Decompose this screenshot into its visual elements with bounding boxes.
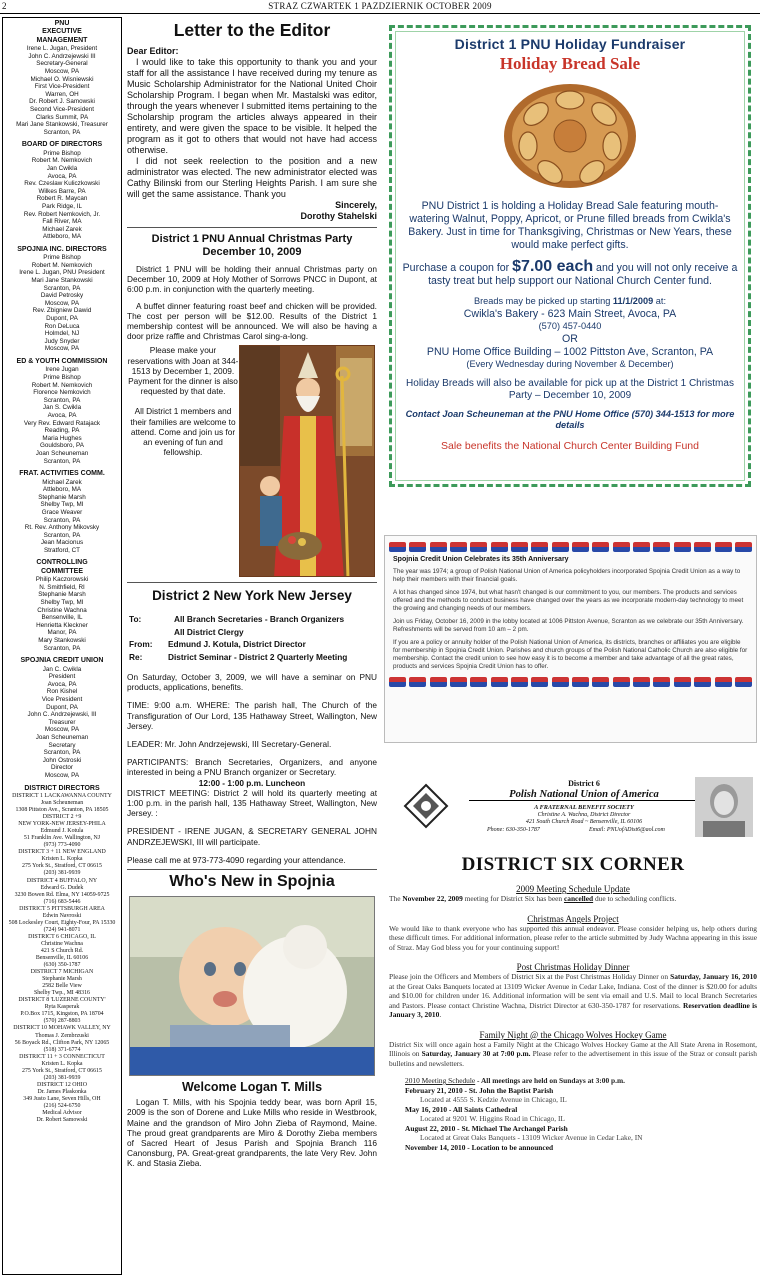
directory-line: 1308 Pittston Ave., Scranton, PA 18505 <box>15 807 109 814</box>
divider <box>127 227 377 228</box>
directory-line: Edwin Navroski <box>42 912 82 919</box>
directory-line: DISTRICT 1 LACKAWANNA COUNTY <box>12 792 112 799</box>
section-title: Family Night @ the Chicago Wolves Hockey Game <box>479 1029 667 1040</box>
memo-re: District Seminar - District 2 Quarterly Meeting <box>168 651 348 662</box>
directory-line: Scranton, PA <box>43 516 81 524</box>
directory-line: Shelby Twp, MI <box>40 599 84 607</box>
directory-line: Judy Snyder <box>44 337 80 345</box>
directory-line: (518) 371-6774 <box>43 1046 81 1053</box>
bread-description: PNU District 1 is holding a Holiday Bread Sale featuring mouth-watering Walnut, Poppy, Apricot, or Prune filled breads from Cwikla's Bakery. Just in time for Thanksgiving, Christmas or New Years, these would make perfect gifts. <box>408 200 732 251</box>
directory-line: Director <box>50 764 74 772</box>
directory-line: Michael Zarek <box>42 478 82 486</box>
directory-line: 2582 Belle View <box>42 983 82 990</box>
party-title: District 1 PNU Annual Christmas Party <box>151 233 353 245</box>
frat-list <box>3 479 121 555</box>
directory-line: DISTRICT 7 MICHIGAN <box>30 969 94 976</box>
directory-line: DISTRICT 11 + 3 CONNECTICUT <box>19 1053 105 1060</box>
directory-line: Jean Macionus <box>40 539 84 547</box>
directory-line: John C. Andrzejewski, III <box>27 711 97 719</box>
ny-paragraph: On Saturday, October 3, 2009, we will have a seminar on PNU products, applications, benefits. <box>127 672 377 693</box>
directory-line: DISTRICT 6 CHICAGO, IL <box>28 933 96 940</box>
directory-line: Secretary <box>48 741 76 749</box>
directory-line: Robert M. Nemkovich <box>31 381 93 389</box>
newspaper-title: STRAZ CZWARTEK 1 PAZDZIERNIK OCTOBER 2009 <box>268 1 492 11</box>
baby-photo <box>129 896 375 1076</box>
party-paragraph: District 1 PNU will be holding their annual Christmas party on December 10, 2009 at Holy Mother of Sorrows PNCC in Dupont, at 6:00 p.m. in conjunction with the quarterly meeting. <box>127 264 377 295</box>
directory-line: Dr. Robert J. Samowski <box>29 98 95 106</box>
party-reservation-text: Please make your reservations with Joan at 344-1513 by December 1, 2009. Payment for the dinner is also requested by that date. <box>127 345 239 397</box>
directory-line: Moscow, PA <box>44 771 80 779</box>
directory-line: Jan C. Cwikla <box>42 665 82 673</box>
welcome-title: Welcome Logan T. Mills <box>181 1080 323 1095</box>
right-column <box>383 17 758 1275</box>
bread-title: District 1 PNU Holiday Fundraiser <box>454 36 686 52</box>
directory-line: Robert R. Maycan <box>36 195 88 203</box>
directory-line: Bensenville, IL <box>41 614 83 622</box>
ny-paragraph: Please call me at 973-773-4090 regarding your attendance. <box>127 854 346 865</box>
frat-title: FRAT. ACTIVITIES COMM. <box>19 470 105 478</box>
meeting-schedule: 2010 Meeting Schedule - All meetings are held on Sundays at 3:00 p.m. February 21, 2010 - St. John the Baptist Parish Located at 4555 S. Kedzie Avenue in Chicago, IL May 16, 2010 - All Saints Cathedral Located at 9201 W. Higgins Road in Chicago, IL August 22, 2010 - St. Michael The Archangel Parish Located at Great Oaks Banquets - 13109 Wicker Avenue in Cedar Lake, IN November 14, 2010 - Location to be announced <box>405 1076 757 1152</box>
directory-line: Dupont, PA <box>46 315 78 323</box>
directory-line: (203) 381-9939 <box>43 870 81 877</box>
directory-line: Michael O. Wisniewski <box>30 75 94 83</box>
directory-line: Ryta Kasperak <box>44 1004 80 1011</box>
directory-line: NEW YORK-NEW JERSEY-PHILA <box>18 821 106 828</box>
bread-wreath-image <box>500 80 640 192</box>
directory-line: Stephanie Marsh <box>38 591 86 599</box>
credit-union-list <box>3 666 121 780</box>
directory-line: Mary Stankowski <box>38 637 86 645</box>
directory-line: Florence Nemkovich <box>33 389 91 397</box>
schedule-location: Located at 9201 W. Higgins Road in Chicago, IL <box>420 1114 565 1123</box>
district-directors-title: DISTRICT DIRECTORS <box>24 784 100 792</box>
directory-line: Grace Weaver <box>41 508 83 516</box>
schedule-item: August 22, 2010 - St. Michael The Archangel Parish <box>405 1123 568 1133</box>
page-number: 2 <box>2 1 7 11</box>
youth-list <box>3 366 121 465</box>
letter-signature: Dorothy Stahelski <box>300 211 377 221</box>
letter-paragraph: I did not seek reelection to the position and a new administrator was elected. The new administrator elected was Cathy Bilinski from our Sterling Heights Parish. I am sure she will get the same assistance. Thank you <box>127 156 377 199</box>
directory-line: Ron DeLuca <box>44 322 80 330</box>
directory-line: Manor, PA <box>47 629 77 637</box>
schedule-title: 2010 Meeting Schedule <box>405 1076 476 1085</box>
youth-title: ED & YOUTH COMMISSION <box>16 358 108 365</box>
ny-paragraph: LEADER: Mr. John Andrzejewski, III Secretary-General. <box>127 739 332 750</box>
ny-memo-header <box>127 612 349 664</box>
directory-line: Fall River, MA <box>42 218 82 226</box>
letter-closing: Sincerely, <box>335 200 377 210</box>
credit-union-ad <box>384 535 757 743</box>
directory-line: (570) 287-8803 <box>43 1018 81 1025</box>
directory-line: Scranton, PA <box>43 128 81 136</box>
memo-to: All Branch Secretaries - Branch Organizers <box>174 614 345 625</box>
memo-to-label: To: <box>129 614 142 625</box>
memo-to: All District Clergy <box>174 626 244 637</box>
directory-line: DISTRICT 5 PITTSBURGH AREA <box>19 905 105 912</box>
directory-line: (724) 941-8071 <box>43 926 81 933</box>
bread-pickup: Breads may be picked up starting 11/1/2009 at: <box>473 296 667 306</box>
bread-location-1: Cwikla's Bakery - 623 Main Street, Avoca, PA <box>463 308 677 321</box>
directory-line: 421 S Church Rd. <box>40 947 84 954</box>
credit-union-paragraph: A lot has changed since 1974, but what hasn't changed is our commitment to you, our members. The products and services offered and the methods to conduct business have changed over the years as we incorporate modern-day technology to meet the growing and changing needs of our members. <box>393 589 744 612</box>
director-photo <box>695 777 753 837</box>
directory-line: Moscow, PA <box>44 68 80 75</box>
spojnia-title: SPOJNIA INC. DIRECTORS <box>17 245 107 253</box>
directory-line: Mari Jane Stankowski, Treasurer <box>16 121 108 129</box>
directory-line: Scranton, PA <box>43 644 81 652</box>
directory-line: Edward G. Dudek <box>40 884 84 891</box>
controlling-title: CONTROLLING COMMITTEE <box>36 559 88 575</box>
directory-line: Joan Scheuneman <box>40 799 84 806</box>
directory-line: Irene L. Jugan, President <box>26 45 98 53</box>
section-text: The November 22, 2009 meeting for District Six has been cancelled due to scheduling conflicts. <box>389 894 677 903</box>
district-six-corner-title: DISTRICT SIX CORNER <box>461 854 685 875</box>
directory-line: 349 Justo Lane, Seven Hills, OH <box>23 1095 101 1102</box>
directory-line: Irene L. Jugan, PNU President <box>19 269 105 277</box>
directory-line: Stratford, CT <box>43 546 81 554</box>
directory-line: (973) 773-4090 <box>43 842 81 849</box>
director-email: Email: PNUofADist6@aol.com <box>589 827 665 833</box>
directory-line: 56 Boyack Rd., Clifton Park, NY 12065 <box>14 1039 110 1046</box>
directory-line: John Ostroski <box>42 756 82 764</box>
bread-location-2: PNU Home Office Building – 1002 Pittston Ave, Scranton, PA <box>426 345 714 358</box>
section-text: Please join the Officers and Members of District Six at the Post Christmas Holiday Dinner on Saturday, January 16, 2010 at the Great Oaks Banquets located at 13109 Wicker Avenue in Cedar Lake, Indiana. Cost of the dinner is $20.00 for adults and $10.00 for children under 16. Additional information will be sent via email and U.S. Mail to local Branch Secretaries and Pastors. Please contact Christine Wachna, District Director at 630-350-1787 for reservations. Reservation deadline is January 3, 2010. <box>389 972 757 1019</box>
directory-line: First Vice-President <box>34 83 90 91</box>
directory-line: Treasurer <box>48 718 76 726</box>
memo-from-label: From: <box>129 639 153 650</box>
directory-line: Kristen L. Kopka <box>41 1060 83 1067</box>
directory-line: Avoca, PA <box>47 411 77 419</box>
directory-line: Vice President <box>41 696 83 703</box>
directory-line: Christine Wachna <box>37 606 87 614</box>
credit-union-paragraph: The year was 1974; a group of Polish National Union of America policyholders incorporated Spojnia Credit Union as a way to help their members with their financial goals. <box>393 568 741 583</box>
ny-paragraph: DISTRICT MEETING: District 2 will hold its quarterly meeting at 1:00 p.m. in the parish hall, 135 Hathaway Street, Wallington, New Jersey. : <box>127 787 377 819</box>
directory-line: (630) 350-1787 <box>43 962 81 969</box>
directory-line: DISTRICT 2 +9 <box>42 814 82 821</box>
directory-line: Rev. Czeslaw Kuliczkowski <box>24 180 100 188</box>
directory-line: Jan S. Cwikla <box>42 404 82 412</box>
directory-line: Stephanie Marsh <box>42 976 82 983</box>
bread-location-1-phone: (570) 457-0440 <box>538 321 602 332</box>
party-side-block <box>127 345 377 577</box>
bread-fund-note: Sale benefits the National Church Center Building Fund <box>441 439 699 452</box>
flag-border-top <box>389 540 752 554</box>
directory-line: Gouldsboro, PA <box>40 442 84 450</box>
directory-line: Maria Hughes <box>42 434 82 442</box>
bread-contact: Contact Joan Scheuneman at the PNU Home Office (570) 344-1513 for more details <box>405 409 735 431</box>
directory-line: DISTRICT 12 OHIO <box>37 1081 87 1088</box>
directory-line: Wilkes Barre, PA <box>38 187 86 195</box>
directory-line: Ron Kishel <box>46 688 78 696</box>
credit-union-title: Spojnia Credit Union Celebrates its 35th Anniversary <box>393 556 569 563</box>
directory-line: Robert M. Nemkovich <box>31 157 93 165</box>
schedule-item: May 16, 2010 - All Saints Cathedral <box>405 1104 518 1114</box>
flag-border-bottom <box>389 675 752 689</box>
directory-line: Second Vice-President <box>30 105 94 113</box>
directory-line: 508 Lockesley Court, Eighty-Four, PA 15330 <box>8 919 116 926</box>
ny-title: District 2 New York New Jersey <box>152 588 352 604</box>
letter-title: Letter to the Editor <box>173 20 331 40</box>
directory-line: Shelby Twp., MI 48316 <box>34 990 90 997</box>
letter-greeting: Dear Editor: <box>127 46 179 56</box>
bread-subtitle: Holiday Bread Sale <box>499 54 641 73</box>
directory-line: N. Smithfield, RI <box>39 583 85 591</box>
directory-line: John C. Andrzejewski III <box>28 52 96 60</box>
directory-line: Scranton, PA <box>43 749 81 757</box>
directory-line: 275 York St., Stratford, CT 06615 <box>22 863 102 870</box>
directory-line: Dupont, PA <box>46 703 78 711</box>
directory-line: (203) 381-9939 <box>43 1074 81 1081</box>
directory-line: Henrietta Kleckner <box>36 621 88 629</box>
divider <box>127 869 377 870</box>
directory-line: Robert M. Nemkovich <box>31 261 93 269</box>
directory-line: Park Ridge, IL <box>42 202 82 210</box>
party-side-text <box>127 345 239 457</box>
bread-sale-ad <box>389 25 751 487</box>
memo-re-label: Re: <box>129 651 143 662</box>
director-info: Christine A. Wachna, District Director 421 South Church Road ~ Bensenville, IL 60106 <box>525 812 643 825</box>
ny-paragraph: TIME: 9:00 a.m. WHERE: The parish hall, The Church of the Transfiguration of Our Lord, 135 Hathaway Street, Wallington, New Jersey. <box>127 700 377 731</box>
directory-line: Irene Jugan <box>45 366 79 374</box>
letter-body <box>127 46 377 222</box>
directory-line: Avoca, PA <box>47 172 77 180</box>
section-text: District Six will once again host a Family Night at the Chicago Wolves Hockey Game at the All State Arena in Rosemont, Illinois on Saturday, January 30 at 7:00 p.m. Please refer to the advertisement in this issue of the Straz or consult parish bulletins and newsletters. <box>389 1039 757 1068</box>
directory-line: Philip Kaczorowski <box>35 576 89 584</box>
directory-line: Medical Advisor <box>42 1110 82 1117</box>
party-date: December 10, 2009 <box>202 246 302 258</box>
directory-line: DISTRICT 8 'LUZERNE COUNTY' <box>18 997 106 1004</box>
directory-line: Moscow, PA <box>44 345 80 353</box>
ny-luncheon: 12:00 - 1:00 p.m. Luncheon <box>198 777 306 788</box>
ny-paragraph: PRESIDENT - IRENE JUGAN, & SECRETARY GENERAL JOHN ANDRZEJEWSKI, III will participate. <box>127 826 377 847</box>
page-header <box>0 0 760 14</box>
directory-line: Rev. Robert Nemkovich, Jr. <box>23 210 101 218</box>
directory-line: Prime Bishop <box>43 374 81 381</box>
directory-line: Scranton, PA <box>43 531 81 539</box>
middle-column <box>127 17 377 1275</box>
controlling-list <box>3 576 121 652</box>
credit-union-paragraph: If you are a policy or annuity holder of the Polish National Union of America, its districts, branches or affiliates you are eligible for membership in Spojnia Credit Union. Parishes and church groups of the Polish National Catholic Church are also eligible for membership. Contact the credit union to see how easy it is to become a member and take advantage of all the great rates, products and services Spojnia Credit Union has to offer. <box>393 639 748 670</box>
directory-line: Moscow, PA <box>44 726 80 734</box>
directory-line: 3230 Bowen Rd. Elma, NY 14059-9725 <box>14 891 110 898</box>
letter-paragraph: I would like to take this opportunity to thank you and your staff for all the assistance I have received during my tenure as Music Scholarship Administrator for the National United Choir Scholarship Program. I began when Mr. Mastalski was editor, through the years whenever I submitted items pertaining to the Scholarship program the articles always appeared in their entirety, and were given the space to be visible. It helped the program as it got to others that would not have had access otherwise. <box>127 57 377 155</box>
section-text: We would like to thank everyone who has supported this annual endeavor. Please consider helping us, help others during these difficult times. For additional information, please refer to the article submitted by Judy Wachna appearing in this issue of Straz. May God bless you for your continuing support! <box>389 923 757 952</box>
directory-line: Shelby Twp, MI <box>40 501 84 509</box>
section-title: Post Christmas Holiday Dinner <box>516 962 630 972</box>
directory-line: Attleboro, MA <box>42 486 82 494</box>
directory-line: Thomas J. Zembrzuski <box>35 1032 89 1039</box>
district-six-section <box>389 775 757 1275</box>
schedule-location: Located at 4555 S. Kedzie Avenue in Chicago, IL <box>420 1095 567 1104</box>
memo-from: Edmund J. Kotula, District Director <box>168 639 306 650</box>
directory-line: Prime Bishop <box>43 254 81 262</box>
directory-line: P.O.Box 1715, Kingston, PA 18704 <box>20 1011 104 1018</box>
directory-line: David Petrosky <box>40 292 84 300</box>
spojnia-list <box>3 254 121 353</box>
bread-price-text: Purchase a coupon for $7.00 each and you will not only receive a tasty treat but help support our National Church Center fund. <box>402 258 738 287</box>
directory-line: Very Rev. Edward Ratajack <box>23 419 101 427</box>
directory-line: Avoca, PA <box>47 680 77 688</box>
directory-line: Rev. Zbigniew Dawid <box>32 307 92 315</box>
district-six-letterhead <box>389 775 757 845</box>
pnu-emblem-icon <box>403 783 449 829</box>
district-label: District 6 <box>568 779 600 788</box>
schedule-item: November 14, 2010 - Location to be announced <box>405 1142 554 1152</box>
section-title: Christmas Angels Project <box>527 913 619 924</box>
directory-line: DISTRICT 3 + 11 NEW ENGLAND <box>18 849 106 856</box>
district-directors-list <box>3 793 121 1124</box>
director-phone: Phone: 630-350-1787 <box>487 827 540 833</box>
directory-line: Attleboro, MA <box>42 233 82 241</box>
directory-line: DISTRICT 4 BUFFALO, NY <box>26 877 98 884</box>
section-title: 2009 Meeting Schedule Update <box>516 884 630 894</box>
schedule-location: Located at Great Oaks Banquets - 13109 Wicker Avenue in Cedar Lake, IN <box>420 1133 643 1142</box>
party-body <box>127 264 377 341</box>
credit-union-title: SPOJNIA CREDIT UNION <box>20 657 104 665</box>
welcome-text: Logan T. Mills, with his Spojnia teddy bear, was born April 15, 2009 is the son of Dorene and Luke Mills who reside in Westbrook, Maine and the grandson of Miro John Zieba of Raymond, Maine. The proud great grandparents are Miro & Dorothy Zieba members of Sacred Heart of Jesus Parish and Spojnia Branch 116 Canonsburg, PA. Great-great grandparents, the late Very Rev. John K. and Stasia Zieba. <box>127 1097 377 1169</box>
directory-line: 275 York St., Stratford, CT 06615 <box>22 1067 102 1074</box>
directory-line: Dr. James Plaskonka <box>37 1088 87 1095</box>
who-title: Who's New in Spojnia <box>169 873 335 891</box>
directory-line: Clarks Summit, PA <box>35 113 89 121</box>
directory-line: Holmdel, NJ <box>44 330 80 338</box>
directory-line: Moscow, PA <box>44 299 80 307</box>
ny-paragraph: PARTICIPANTS: Branch Secretaries, Organizers, and anyone interested in being a PNU Branch organizer or Secretary. <box>127 757 377 778</box>
directory-line: Bensenville, IL 60106 <box>35 955 89 962</box>
org-tagline: A FRATERNAL BENEFIT SOCIETY <box>534 804 634 811</box>
directory-line: Reading, PA <box>44 427 80 435</box>
divider <box>127 582 377 583</box>
directory-line: President <box>48 673 76 681</box>
directory-line: Michael Zarek <box>42 225 82 233</box>
party-paragraph: A buffet dinner featuring roast beef and chicken will be provided. The cost per person will be $12.00. Results of the District 1 membership contest will be announced. We will also be having a door prize raffle and Christmas Carol sing-a-long. <box>127 300 377 342</box>
directory-line: Christine Wachna <box>41 940 83 947</box>
directory-line: Prime Bishop <box>43 149 81 157</box>
directory-line: Scranton, PA <box>43 284 81 292</box>
directory-line: Stephanie Marsh <box>38 493 86 501</box>
directory-line: Secretary-General <box>36 60 88 68</box>
directory-line: Joan Scheuneman <box>35 449 89 457</box>
party-welcome-text: All District 1 members and their families are welcome to attend. Come and join us for an evening of fun and fellowship. <box>130 406 236 458</box>
bread-also-text: Holiday Breads will also be available for pick up at the District 1 Christmas Party – December 10, 2009 <box>406 378 734 401</box>
board-list <box>3 150 121 241</box>
org-name: Polish National Union of America <box>469 789 699 801</box>
schedule-item: February 21, 2010 - St. John the Baptist Parish <box>405 1085 554 1095</box>
directory-line: (216) 524-6750 <box>43 1103 81 1109</box>
directory-line: DISTRICT 10 MOHAWK VALLEY, NY <box>13 1025 111 1032</box>
directory-line: Edmund J. Kotula <box>40 828 84 835</box>
directory-line: Dr. Robert Samowski <box>36 1117 88 1124</box>
directory-line: Joan Scheuneman <box>35 733 89 741</box>
directory-line: Warren, OH <box>45 90 79 98</box>
directory-line: Jan Cwikla <box>46 164 78 172</box>
directory-line: 51 Franklin Ave. Wallington, NJ <box>23 835 101 842</box>
exec-list <box>3 45 121 136</box>
board-title: BOARD OF DIRECTORS <box>21 141 103 149</box>
directory-line: (716) 683-5446 <box>43 898 81 905</box>
directory-line: Mari Jane Stankowski <box>31 277 93 285</box>
ny-body <box>127 672 377 865</box>
directory-line: Rt. Rev. Anthony Mikovsky <box>24 524 100 532</box>
directory-line: Scranton, PA <box>43 396 81 404</box>
bread-location-2-note: (Every Wednesday during November & December) <box>466 358 674 369</box>
directory-line: Kristen L. Kopka <box>41 856 83 863</box>
left-directory-column <box>2 17 122 1275</box>
exec-title: PNU EXECUTIVE MANAGEMENT <box>36 20 88 44</box>
directory-line: Scranton, PA <box>43 457 81 465</box>
credit-union-paragraph: Join us Friday, October 16, 2009 in the lobby located at 1006 Pittston Avenue, Scranton as we celebrate our 35th Anniversary. Refreshments will be served from 10 am – 2 pm. <box>393 618 744 633</box>
bread-price: $7.00 each <box>512 258 594 275</box>
st-nicholas-illustration <box>239 345 375 577</box>
bread-or: OR <box>562 332 578 345</box>
